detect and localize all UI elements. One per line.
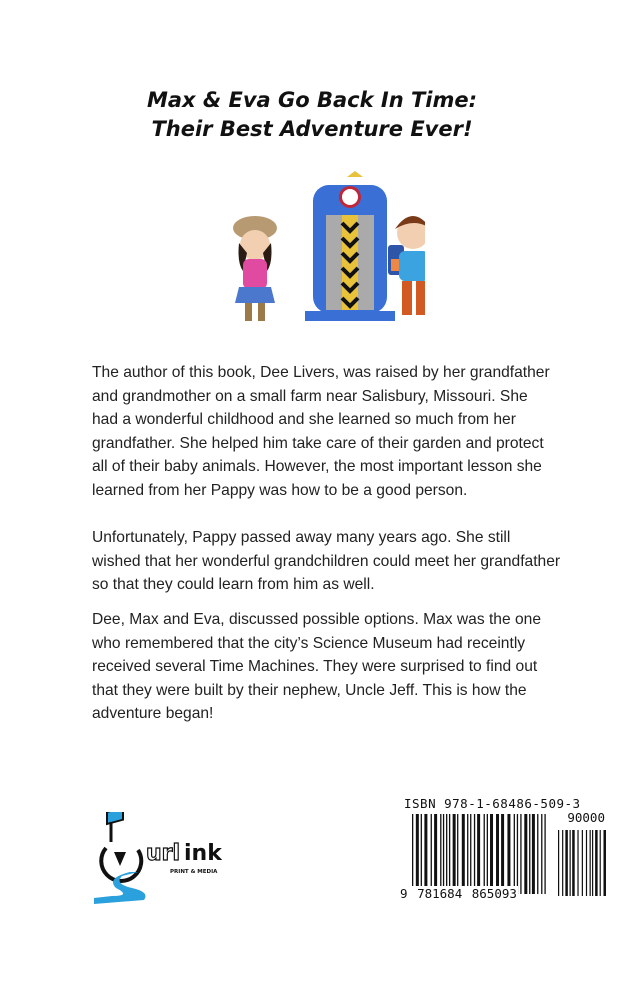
text-line: wished that her wonderful grandchildren could meet her grandfather	[92, 552, 561, 570]
text-line: grandfather. She helped him take care of their garden and protect	[92, 434, 544, 452]
text-line: so that they could learn from him as well.	[92, 576, 375, 594]
text-line: adventure began!	[92, 705, 214, 723]
text-line: Dee, Max and Eva, discussed possible options. Max was the one	[92, 611, 541, 628]
time-machine	[305, 171, 404, 321]
isbn-text: ISBN 978-1-68486-509-3	[404, 796, 581, 811]
time-machine-illustration	[225, 163, 425, 328]
paragraph-3	[92, 608, 602, 726]
text-line: The author of this book, Dee Livers, was raised by her grandfather	[92, 364, 550, 381]
text-line: Unfortunately, Pappy passed away many years ago. She still	[92, 529, 511, 546]
isbn-barcode	[398, 796, 610, 901]
text-line: and grandmother on a small farm near Salisbury, Missouri. She	[92, 387, 528, 405]
logo-text-light: url	[146, 841, 181, 866]
barcode-digits: 9 781684 865093	[400, 886, 517, 901]
paragraph-1	[92, 361, 602, 503]
text-line: received several Time Machines. They were surprised to find out	[92, 658, 538, 676]
logo-text-bold: ink	[184, 841, 222, 866]
book-title	[0, 86, 624, 144]
logo-tagline: PRINT & MEDIA	[170, 869, 218, 875]
publisher-logo	[92, 812, 262, 912]
paragraph-2	[92, 526, 602, 597]
price-code: 90000	[567, 810, 605, 825]
text-line: that they were built by their nephew, Uncle Jeff. This is how the	[92, 681, 527, 699]
title-line-2: Their Best Adventure Ever!	[151, 117, 473, 141]
girl-figure	[233, 216, 277, 321]
title-line-1: Max & Eva Go Back In Time:	[146, 88, 478, 112]
text-line: who remembered that the city’s Science Museum had receintly	[92, 634, 526, 652]
text-line: had a wonderful childhood and she learned so much from her	[92, 411, 516, 429]
text-line: all of their baby animals. However, the most important lesson she	[92, 458, 542, 476]
text-line: learned from her Pappy was how to be a good person.	[92, 481, 468, 499]
boy-figure	[395, 216, 425, 315]
